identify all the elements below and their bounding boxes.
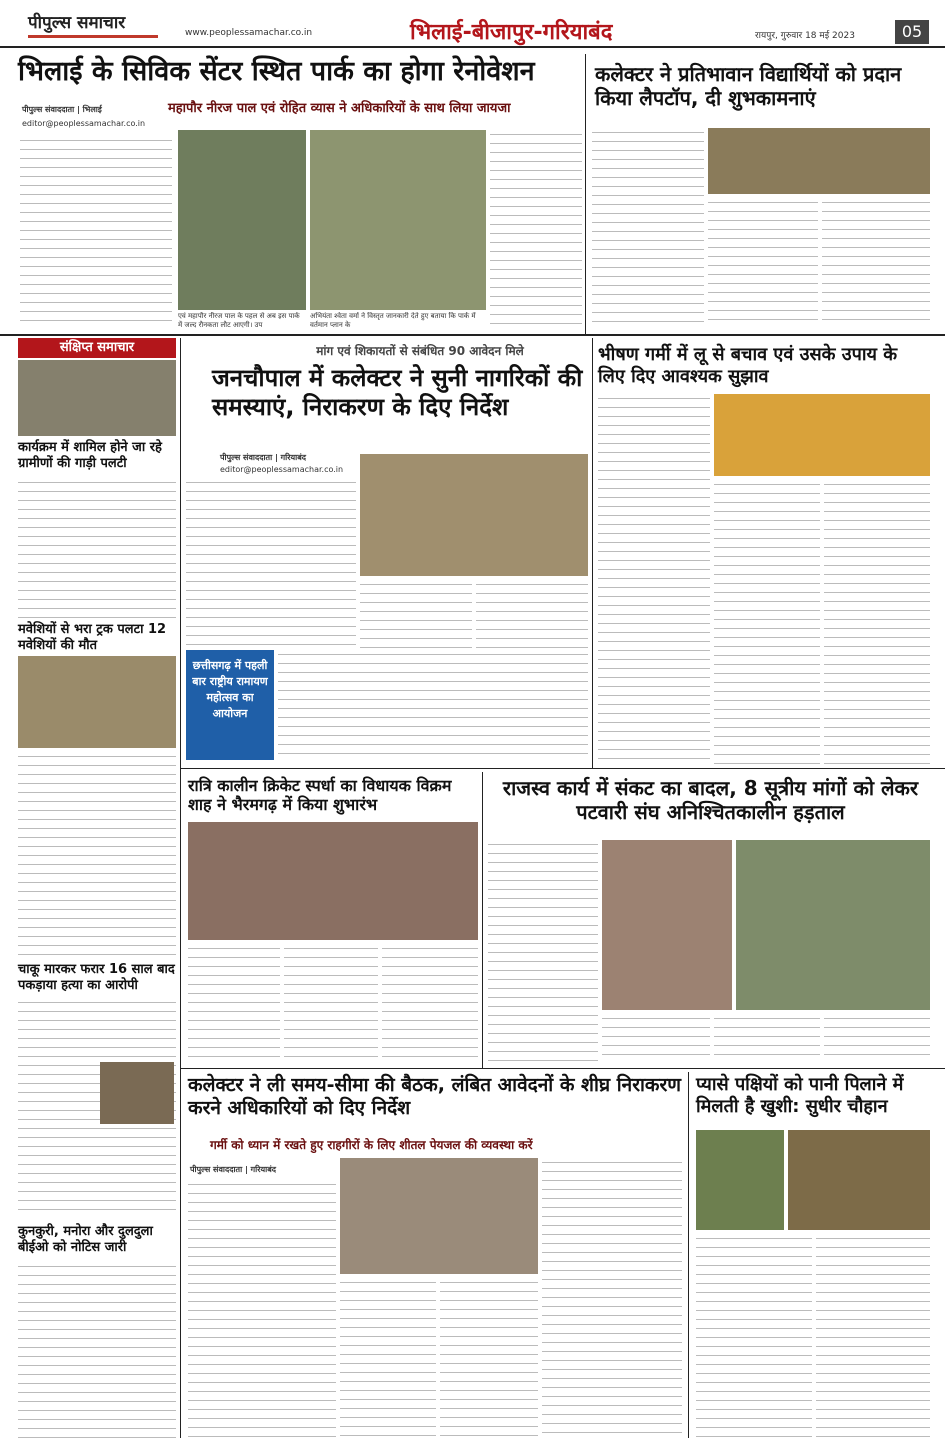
issue-date: रायपुर, गुरुवार 18 मई 2023 bbox=[755, 31, 855, 41]
story6-body-2 bbox=[602, 1014, 710, 1062]
story1-body bbox=[20, 136, 172, 328]
story3-body-3 bbox=[476, 580, 588, 648]
column-rule-bottom bbox=[688, 1072, 689, 1438]
story1-caption-1: एवं महापौर नीरज पाल के पहल से अब इस पार्क में जल्द रौनकता लौट आएगी। उप bbox=[178, 312, 300, 329]
story3-photo bbox=[360, 454, 588, 576]
brief2-headline: मवेशियों से भरा ट्रक पलटा 12 मवेशियों की मौत bbox=[18, 622, 167, 653]
story6-body-3 bbox=[714, 1014, 820, 1062]
story7-byline: पीपुल्स संवाददाता | गरियाबंद bbox=[190, 1165, 277, 1174]
column-rule-left bbox=[180, 338, 181, 1438]
story7-body-3 bbox=[440, 1278, 538, 1438]
briefs-photo-2 bbox=[18, 656, 176, 748]
story8-headline: प्यासे पक्षियों को पानी पिलाने में मिलती है खुशी: सुधीर चौहान bbox=[696, 1074, 904, 1117]
page-number: 05 bbox=[895, 20, 929, 44]
website-url: www.peoplessamachar.co.in bbox=[185, 28, 313, 38]
story6-body-1 bbox=[488, 840, 598, 1062]
story1-headline: भिलाई के सिविक सेंटर स्थित पार्क का होगा रेनोवेशन bbox=[18, 56, 535, 87]
story1-body-2 bbox=[490, 130, 582, 326]
story4-body-2 bbox=[714, 480, 820, 764]
story7-body-2 bbox=[340, 1278, 436, 1438]
accused-photo bbox=[100, 1062, 174, 1124]
story4-body-1 bbox=[598, 394, 710, 764]
brief2-body bbox=[18, 752, 176, 956]
story8-body-2 bbox=[816, 1234, 930, 1438]
story7-subhead: गर्मी को ध्यान में रखते हुए राहगीरों के लिए शीतल पेयजल की व्यवस्था करें bbox=[210, 1138, 533, 1152]
story3-body-2 bbox=[360, 580, 472, 648]
story2-body-3 bbox=[822, 198, 930, 328]
brief1-body bbox=[18, 478, 176, 618]
story1-subhead: महापौर नीरज पाल एवं रोहित व्यास ने अधिकारियों के साथ लिया जायजा bbox=[168, 101, 511, 116]
column-rule bbox=[585, 54, 586, 334]
edition-title: भिलाई-बीजापुर-गरियाबंद bbox=[410, 20, 613, 45]
story3-headline: जनचौपाल में कलेक्टर ने सुनी नागरिकों की समस्याएं, निराकरण के दिए निर्देश bbox=[212, 364, 583, 421]
briefs-label: संक्षिप्त समाचार bbox=[18, 338, 176, 358]
story2-body-2 bbox=[708, 198, 818, 328]
story7-body-1 bbox=[188, 1180, 336, 1438]
story3-email: editor@peoplessamachar.co.in bbox=[220, 465, 344, 474]
column-rule-mid bbox=[482, 772, 483, 1068]
section-rule-3 bbox=[180, 1068, 945, 1069]
story2-headline: कलेक्टर ने प्रतिभावान विद्यार्थियों को प्रदान किया लैपटॉप, दी शुभकामनाएं bbox=[595, 62, 902, 110]
story8-photo-2 bbox=[788, 1130, 930, 1230]
story1-email: editor@peoplessamachar.co.in bbox=[22, 119, 146, 128]
story1-photo-1 bbox=[178, 130, 306, 310]
story2-photo bbox=[708, 128, 930, 194]
briefs-photo-1 bbox=[18, 360, 176, 436]
story1-caption-2: अभियंता श्वेता वर्मा ने विस्तृत जानकारी देते हुए बताया कि पार्क में वर्तमान प्लान के bbox=[310, 312, 476, 329]
brief4-headline: कुनकुरी, मनोरा और दुलदुला बीईओ को नोटिस जारी bbox=[18, 1224, 153, 1255]
masthead-logo: पीपुल्स समाचार bbox=[28, 10, 158, 38]
story6-photo-1 bbox=[602, 840, 732, 1010]
story1-byline: पीपुल्स संवाददाता | भिलाई bbox=[22, 105, 102, 114]
section-rule bbox=[0, 334, 945, 336]
story3-kicker: मांग एवं शिकायतों से संबंधित 90 आवेदन मिले bbox=[316, 344, 524, 358]
story7-headline: कलेक्टर ने ली समय-सीमा की बैठक, लंबित आवेदनों के शीघ्र निराकरण करने अधिकारियों को दिए निर्देश bbox=[188, 1074, 681, 1119]
sun-illustration bbox=[714, 394, 930, 476]
story6-headline: राजस्व कार्य में संकट का बादल, 8 सूत्रीय मांगों को लेकर पटवारी संघ अनिश्चितकालीन हड़ताल bbox=[502, 776, 919, 824]
brief3-headline: चाकू मारकर फरार 16 साल बाद पकड़ाया हत्या का आरोपी bbox=[18, 962, 175, 993]
story2-body-1 bbox=[592, 128, 704, 328]
brief4-body bbox=[18, 1262, 176, 1438]
story7-photo bbox=[340, 1158, 538, 1274]
ramayan-body bbox=[278, 650, 588, 760]
story4-body-3 bbox=[824, 480, 930, 764]
story1-photo-2 bbox=[310, 130, 486, 310]
story3-body-1 bbox=[186, 478, 356, 646]
story5-body-2 bbox=[284, 944, 378, 1062]
story5-photo bbox=[188, 822, 478, 940]
story8-photo-1 bbox=[696, 1130, 784, 1230]
section-rule-2 bbox=[180, 768, 945, 769]
story7-body-4 bbox=[542, 1158, 682, 1438]
story5-headline: रात्रि कालीन क्रिकेट स्पर्धा का विधायक विक्रम शाह ने भैरमगढ़ में किया शुभारंभ bbox=[188, 776, 452, 815]
story4-headline: भीषण गर्मी में लू से बचाव एवं उसके उपाय के लिए दिए आवश्यक सुझाव bbox=[598, 344, 898, 387]
story3-byline: पीपुल्स संवाददाता | गरियाबंद bbox=[220, 453, 307, 462]
story5-body-1 bbox=[188, 944, 280, 1062]
story6-body-4 bbox=[824, 1014, 930, 1062]
story6-photo-2 bbox=[736, 840, 930, 1010]
brief1-headline: कार्यक्रम में शामिल होने जा रहे ग्रामीणों की गाड़ी पलटी bbox=[18, 440, 162, 471]
story5-body-3 bbox=[382, 944, 478, 1062]
story8-body-1 bbox=[696, 1234, 812, 1438]
column-rule-right bbox=[592, 338, 593, 768]
ramayan-box: छत्तीसगढ़ में पहली बार राष्ट्रीय रामायण महोत्सव का आयोजन bbox=[186, 650, 274, 760]
